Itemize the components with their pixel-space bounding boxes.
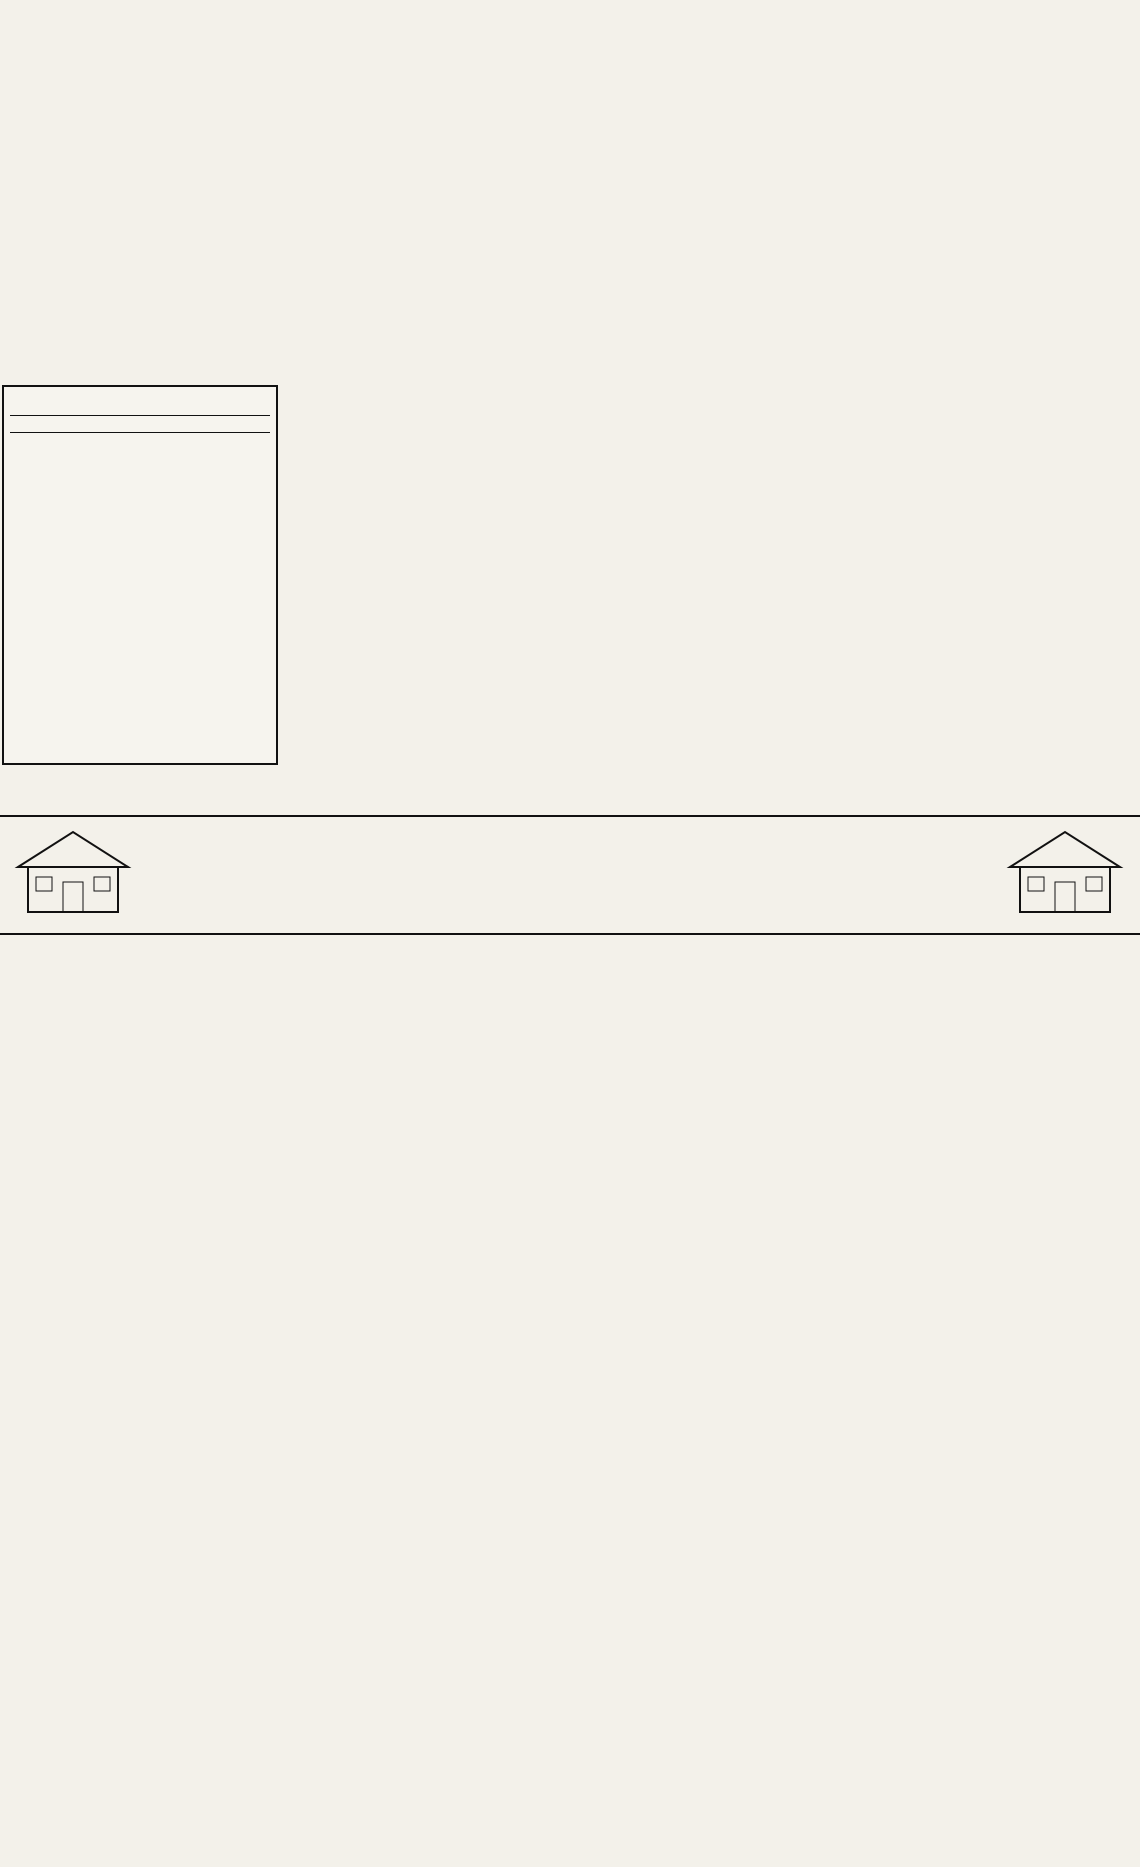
home-service-guide-banner <box>0 815 1140 935</box>
house-drawing-right <box>1000 827 1130 915</box>
running-header <box>0 0 1140 12</box>
service-directory <box>0 935 1140 1863</box>
house-drawing-left <box>8 827 138 915</box>
haggerty-tagline <box>10 415 270 433</box>
haggerty-display-ad <box>2 385 278 765</box>
